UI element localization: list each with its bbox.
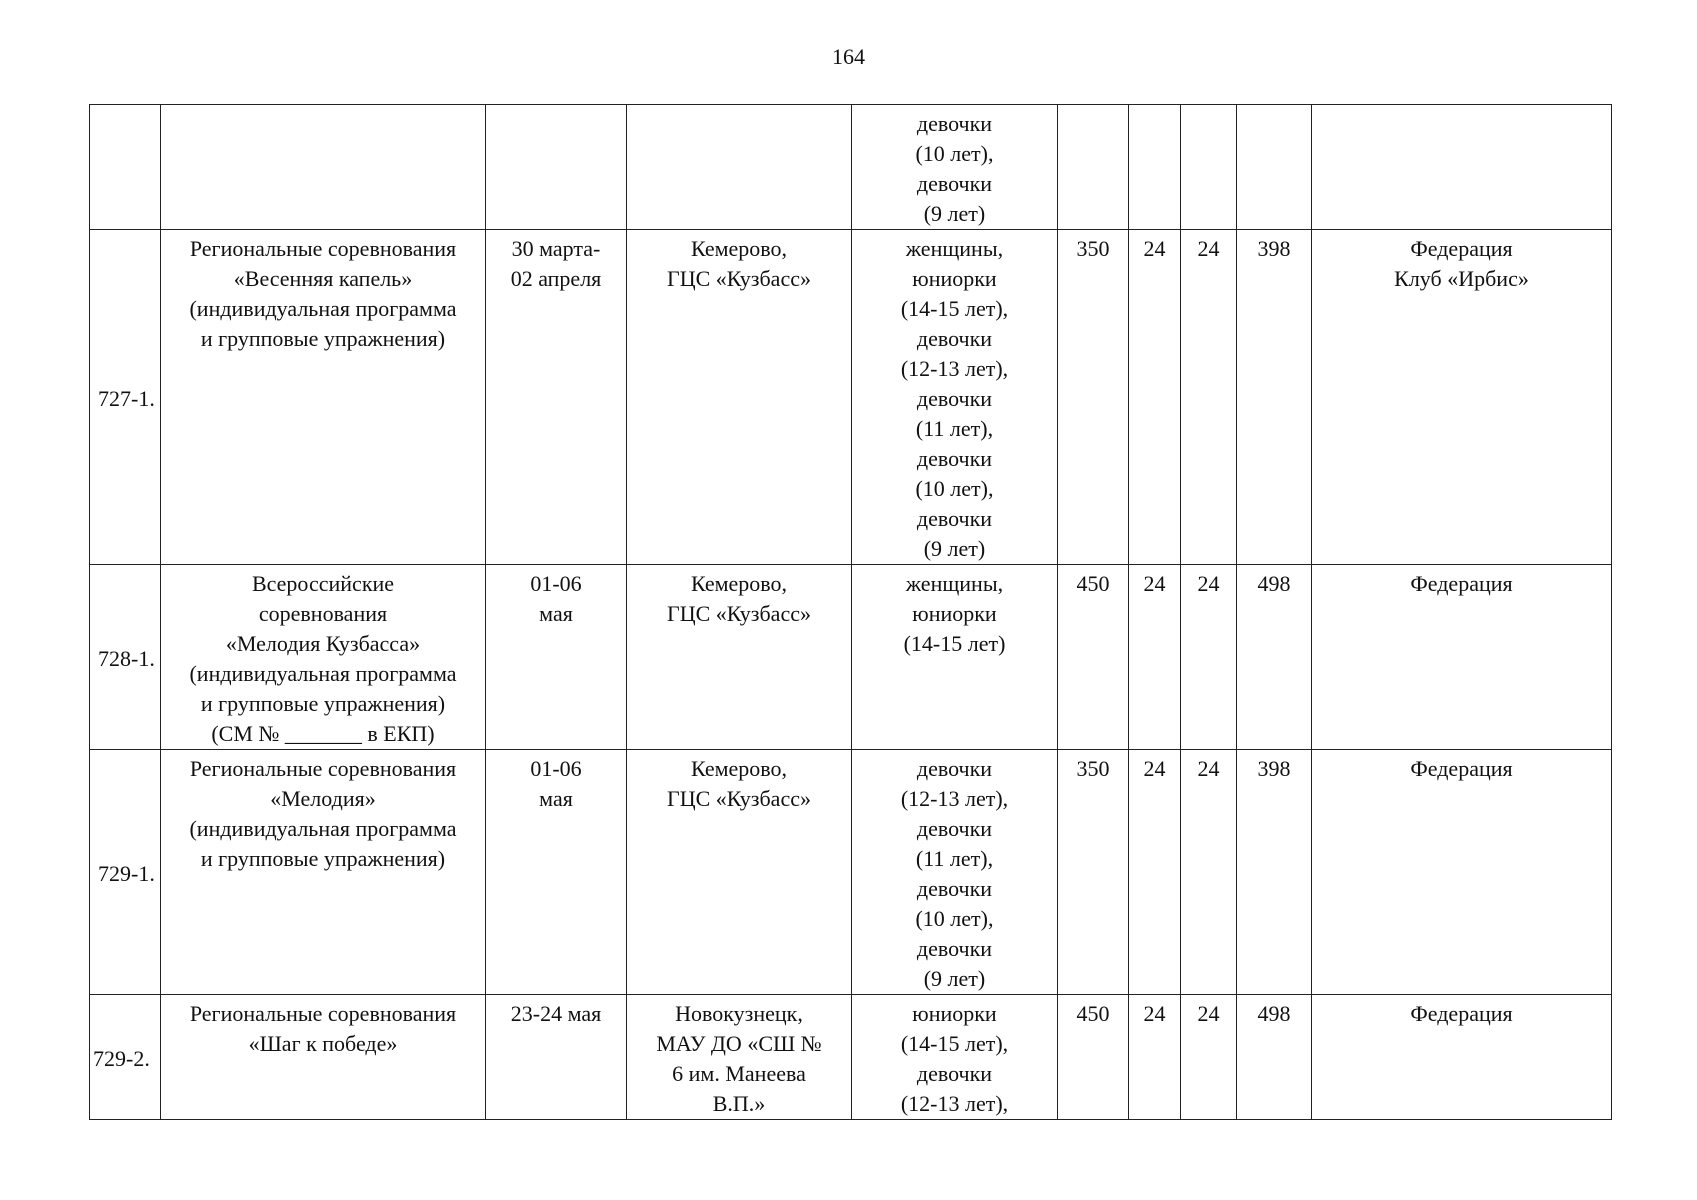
judges-count: 24 <box>1181 565 1237 750</box>
coaches-count: 24 <box>1129 230 1181 565</box>
participants-count: 450 <box>1058 565 1129 750</box>
event-dates: 01-06 мая <box>486 750 627 995</box>
event-place: Кемерово, ГЦС «Кузбасс» <box>627 230 852 565</box>
table-row <box>90 105 1612 230</box>
event-dates <box>486 105 627 230</box>
participants-count: 350 <box>1058 750 1129 995</box>
judges-count: 24 <box>1181 750 1237 995</box>
judges-count: 24 <box>1181 995 1237 1120</box>
organizer: Федерация <box>1312 995 1612 1120</box>
age-groups: девочки (10 лет), девочки (9 лет) <box>852 105 1058 230</box>
event-name: Региональные соревнования «Весенняя капель» (индивидуальная программа и групповые упражнения) <box>161 230 486 565</box>
table-row <box>90 230 1612 565</box>
table-row <box>90 750 1612 995</box>
coaches-count <box>1129 105 1181 230</box>
judges-count: 24 <box>1181 230 1237 565</box>
row-number: 728-1. <box>90 565 161 750</box>
participants-count <box>1058 105 1129 230</box>
row-number: 729-2. <box>90 995 161 1120</box>
row-number <box>90 105 161 230</box>
age-groups: девочки (12-13 лет), девочки (11 лет), девочки (10 лет), девочки (9 лет) <box>852 750 1058 995</box>
participants-count: 450 <box>1058 995 1129 1120</box>
judges-count <box>1181 105 1237 230</box>
total-count: 498 <box>1237 565 1312 750</box>
event-dates: 01-06 мая <box>486 565 627 750</box>
coaches-count: 24 <box>1129 995 1181 1120</box>
organizer: Федерация Клуб «Ирбис» <box>1312 230 1612 565</box>
organizer <box>1312 105 1612 230</box>
row-number: 727-1. <box>90 230 161 565</box>
age-groups: женщины, юниорки (14-15 лет), девочки (12-13 лет), девочки (11 лет), девочки (10 лет), девочки (9 лет) <box>852 230 1058 565</box>
event-place: Новокузнецк, МАУ ДО «СШ № 6 им. Манеева В.П.» <box>627 995 852 1120</box>
event-name: Региональные соревнования «Мелодия» (индивидуальная программа и групповые упражнения) <box>161 750 486 995</box>
table-row <box>90 565 1612 750</box>
organizer: Федерация <box>1312 750 1612 995</box>
organizer: Федерация <box>1312 565 1612 750</box>
event-name: Всероссийские соревнования «Мелодия Кузбасса» (индивидуальная программа и групповые упражнения) (СМ № _______ в ЕКП) <box>161 565 486 750</box>
row-number: 729-1. <box>90 750 161 995</box>
total-count: 398 <box>1237 230 1312 565</box>
event-place: Кемерово, ГЦС «Кузбасс» <box>627 750 852 995</box>
event-dates: 30 марта- 02 апреля <box>486 230 627 565</box>
event-place: Кемерово, ГЦС «Кузбасс» <box>627 565 852 750</box>
age-groups: юниорки (14-15 лет), девочки (12-13 лет), <box>852 995 1058 1120</box>
page-number: 164 <box>832 44 865 69</box>
coaches-count: 24 <box>1129 750 1181 995</box>
event-name <box>161 105 486 230</box>
table-row <box>90 995 1612 1120</box>
total-count: 398 <box>1237 750 1312 995</box>
event-place <box>627 105 852 230</box>
events-table <box>89 104 1612 1120</box>
total-count <box>1237 105 1312 230</box>
age-groups: женщины, юниорки (14-15 лет) <box>852 565 1058 750</box>
event-name: Региональные соревнования «Шаг к победе» <box>161 995 486 1120</box>
total-count: 498 <box>1237 995 1312 1120</box>
coaches-count: 24 <box>1129 565 1181 750</box>
participants-count: 350 <box>1058 230 1129 565</box>
event-dates: 23-24 мая <box>486 995 627 1120</box>
